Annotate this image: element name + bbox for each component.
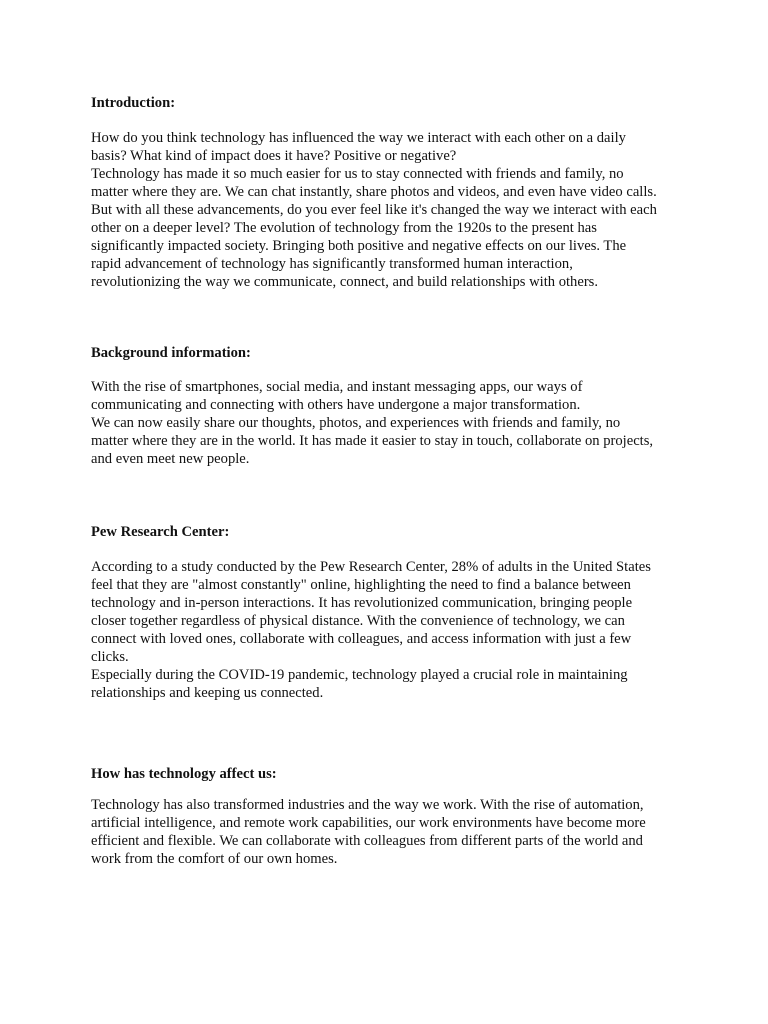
paragraph-line: feel that they are "almost constantly" online, highlighting the need to find a balance between (91, 577, 631, 593)
section-heading-background: Background information: (91, 345, 251, 361)
paragraph-line: significantly impacted society. Bringing both positive and negative effects on our lives. The (91, 238, 627, 254)
paragraph-line: efficient and flexible. We can collaborate with colleagues from different parts of the world and (91, 833, 643, 849)
paragraph-line: matter where they are in the world. It has made it easier to stay in touch, collaborate on projects, (91, 433, 654, 449)
paragraph-line: revolutionizing the way we communicate, connect, and build relationships with others. (91, 274, 599, 290)
section-paragraph-pew-research (91, 558, 691, 702)
paragraph-line: How do you think technology has influenced the way we interact with each other on a daily (91, 130, 626, 146)
paragraph-line: But with all these advancements, do you ever feel like it's changed the way we interact with each (91, 202, 657, 218)
paragraph-line: rapid advancement of technology has significantly transformed human interaction, (91, 256, 573, 272)
paragraph-line: According to a study conducted by the Pew Research Center, 28% of adults in the United States (91, 559, 651, 575)
paragraph-line: other on a deeper level? The evolution of technology from the 1920s to the present has (91, 220, 597, 236)
section-paragraph-technology-effects (91, 796, 691, 868)
paragraph-line: clicks. (91, 649, 129, 665)
paragraph-line: closer together regardless of physical distance. With the convenience of technology, we can (91, 613, 625, 629)
paragraph-line: artificial intelligence, and remote work capabilities, our work environments have become more (91, 815, 646, 831)
paragraph-line: matter where they are. We can chat instantly, share photos and videos, and even have video calls. (91, 184, 657, 200)
section-heading-technology-effects: How has technology affect us: (91, 766, 277, 782)
paragraph-line: communicating and connecting with others have undergone a major transformation. (91, 397, 581, 413)
paragraph-line: relationships and keeping us connected. (91, 685, 324, 701)
paragraph-line: We can now easily share our thoughts, photos, and experiences with friends and family, no (91, 415, 621, 431)
section-heading-pew-research: Pew Research Center: (91, 524, 230, 540)
paragraph-line: work from the comfort of our own homes. (91, 851, 338, 867)
paragraph-line: and even meet new people. (91, 451, 250, 467)
paragraph-line: Especially during the COVID-19 pandemic, technology played a crucial role in maintaining (91, 667, 628, 683)
paragraph-line: Technology has also transformed industries and the way we work. With the rise of automation, (91, 797, 644, 813)
section-paragraph-background (91, 378, 691, 468)
paragraph-line: basis? What kind of impact does it have? Positive or negative? (91, 148, 457, 164)
paragraph-line: connect with loved ones, collaborate with colleagues, and access information with just a few (91, 631, 632, 647)
paragraph-line: Technology has made it so much easier for us to stay connected with friends and family, no (91, 166, 624, 182)
section-heading-introduction: Introduction: (91, 95, 176, 111)
paragraph-line: technology and in-person interactions. It has revolutionized communication, bringing people (91, 595, 633, 611)
paragraph-line: With the rise of smartphones, social media, and instant messaging apps, our ways of (91, 379, 583, 395)
section-paragraph-introduction (91, 129, 691, 291)
